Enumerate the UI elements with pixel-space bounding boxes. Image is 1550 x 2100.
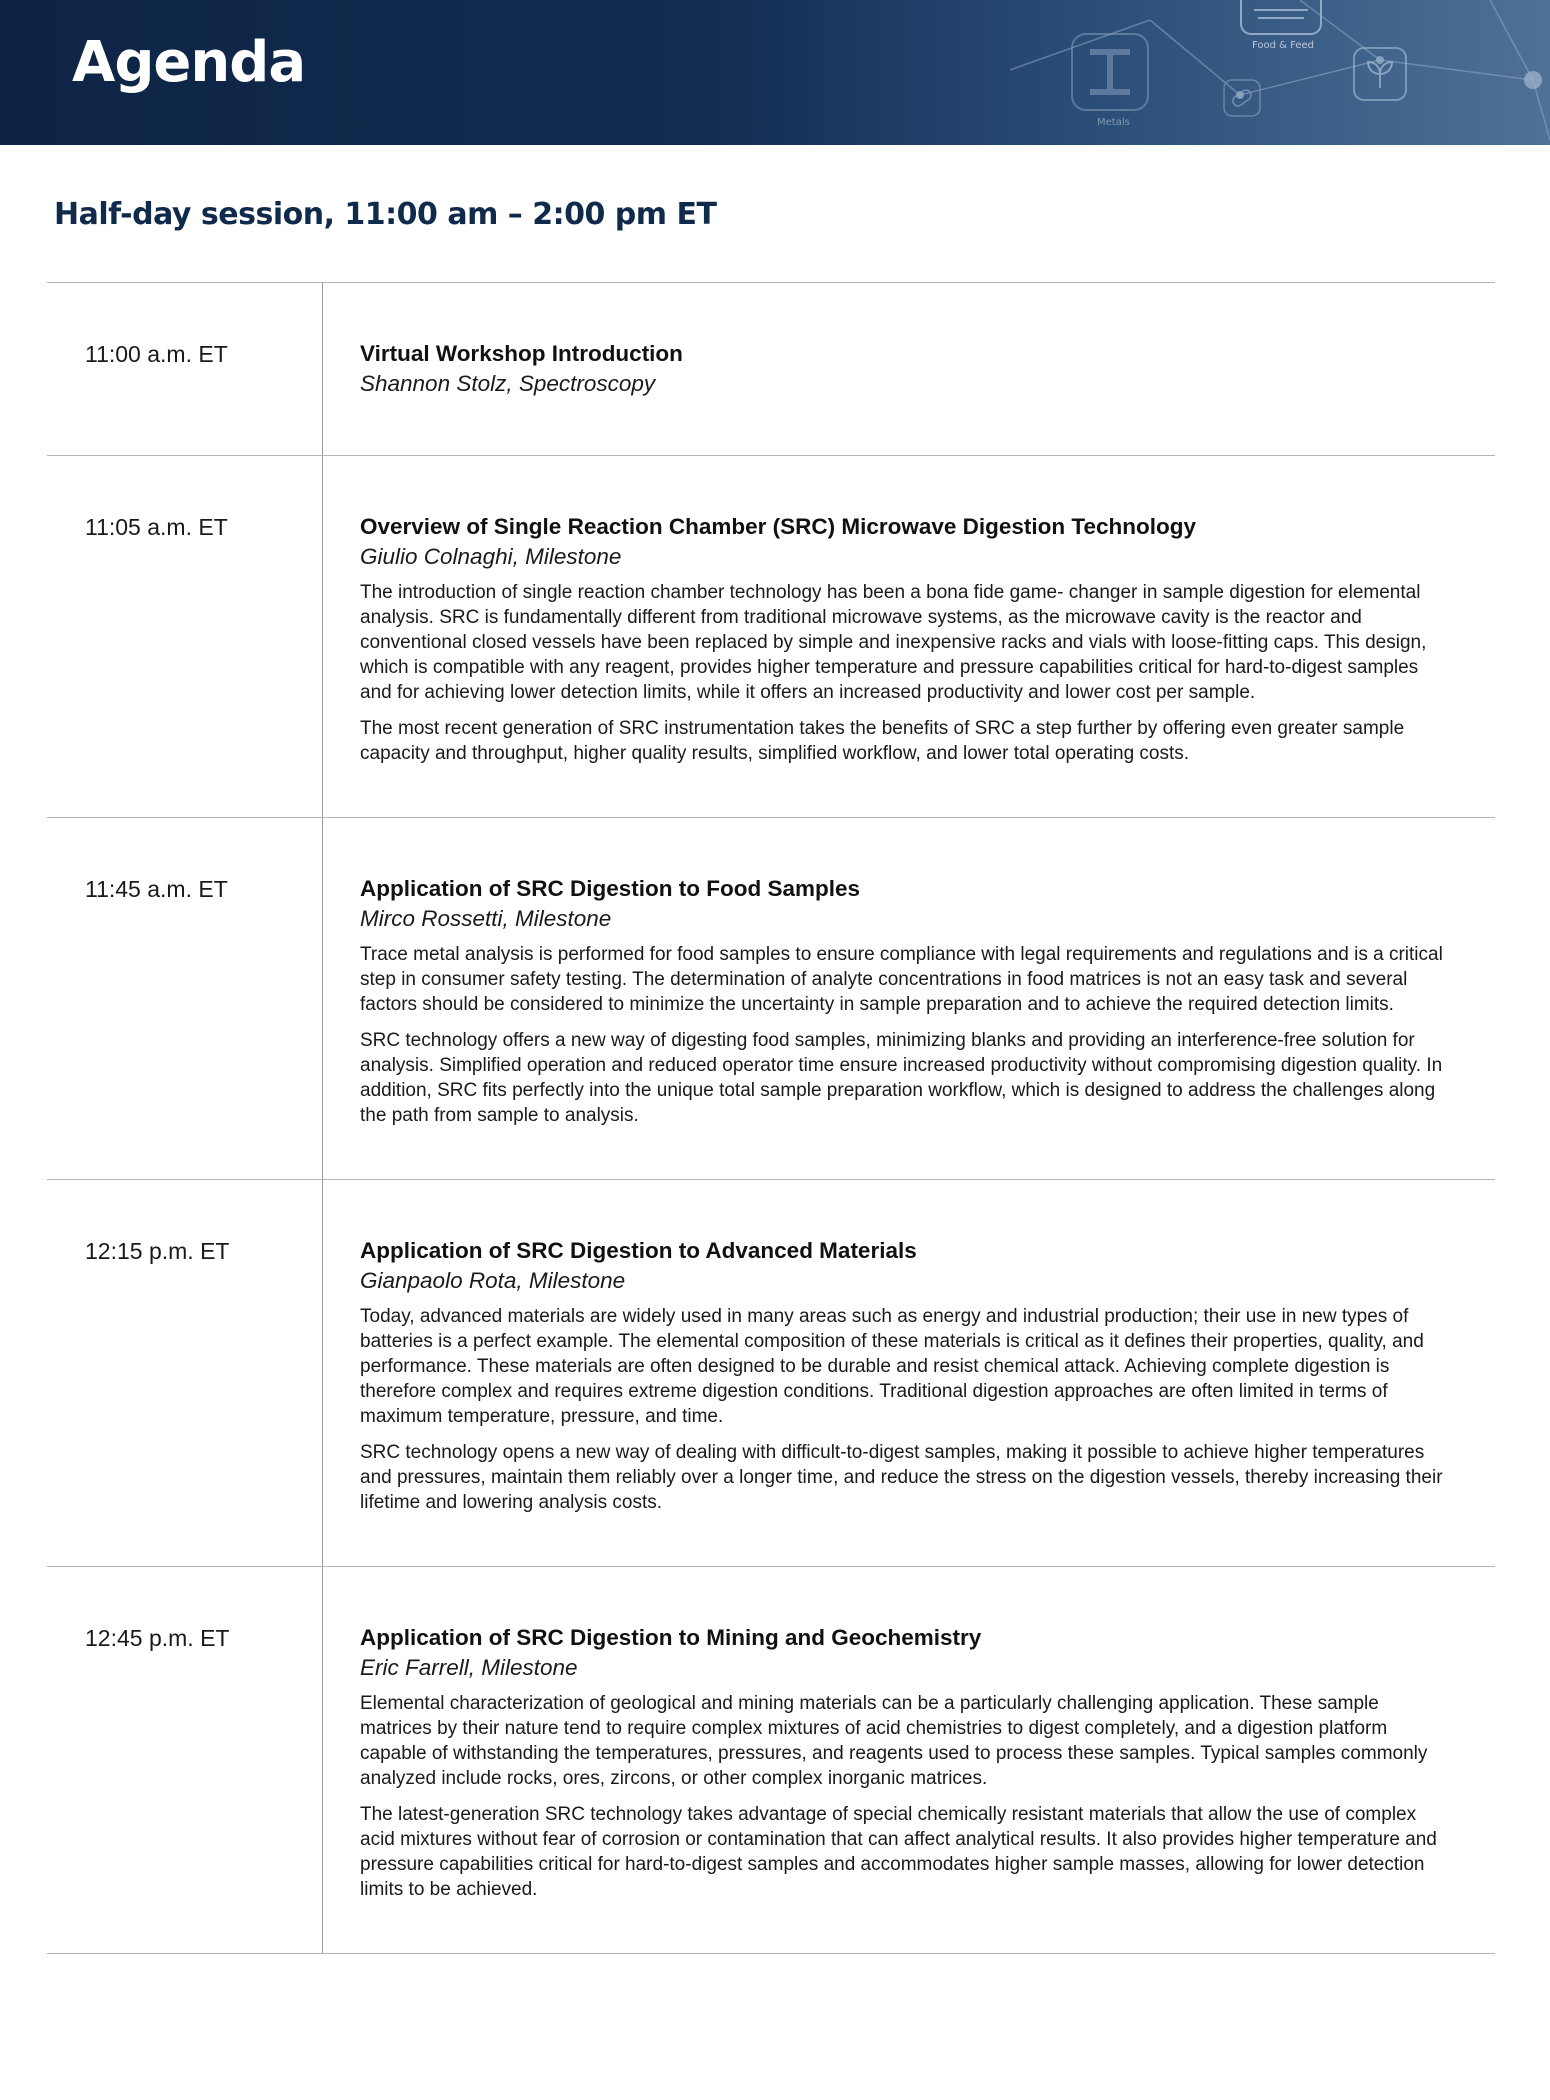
talk-description: Elemental characterization of geological and mining materials can be a particularly challenging application. These sample matrices by their nature tend to require complex mixtures of acid chemistries to digest completely, and a digestion platform capable of withstanding the temperatures, pressures, and reagents used to process these samples. Typical samples commonly analyzed include rocks, ores, zircons, or other complex inorganic matrices. (360, 1693, 1428, 1789)
session-heading: Half-day session, 11:00 am – 2:00 pm ET (54, 197, 717, 232)
agenda-content (323, 456, 1495, 817)
talk-title: Application of SRC Digestion to Food Samples (360, 876, 861, 901)
agenda-time: 11:45 a.m. ET (47, 818, 323, 1179)
header-banner (0, 0, 1550, 145)
metals-label: Metals (1097, 117, 1130, 128)
talk-description: Trace metal analysis is performed for food samples to ensure compliance with legal requirements and regulations and is a critical step in consumer safety testing. The determination of analyte concentrations in food matrices is not an easy task and several factors should be considered to minimize the uncertainty in sample preparation and to achieve the required detection limits. (360, 944, 1443, 1015)
agenda-table (47, 282, 1495, 1954)
agenda-row (47, 283, 1495, 456)
leaf-icon (1352, 46, 1408, 102)
capsule-icon (1222, 78, 1262, 118)
agenda-time: 11:05 a.m. ET (47, 456, 323, 817)
agenda-row (47, 818, 1495, 1180)
speaker-name: Giulio Colnaghi, Milestone (360, 544, 622, 569)
agenda-content (323, 1180, 1495, 1566)
metals-icon (1068, 30, 1152, 114)
agenda-time: 12:15 p.m. ET (47, 1180, 323, 1566)
speaker-name: Eric Farrell, Milestone (360, 1655, 578, 1680)
talk-title: Application of SRC Digestion to Mining and Geochemistry (360, 1625, 982, 1650)
agenda-row (47, 1567, 1495, 1954)
speaker-name: Gianpaolo Rota, Milestone (360, 1268, 626, 1293)
talk-title: Overview of Single Reaction Chamber (SRC) Microwave Digestion Technology (360, 514, 1196, 539)
talk-title: Virtual Workshop Introduction (360, 341, 683, 366)
agenda-content (323, 1567, 1495, 1953)
talk-description: SRC technology offers a new way of digesting food samples, minimizing blanks and providing an interference-free solution for analysis. Simplified operation and reduced operator time ensure increased productivity without compromising digestion quality. In addition, SRC fits perfectly into the unique total sample preparation workflow, which is designed to address the challenges along the path from sample to analysis. (360, 1030, 1443, 1126)
agenda-row (47, 1180, 1495, 1567)
speaker-name: Mirco Rossetti, Milestone (360, 906, 612, 931)
speaker-name: Shannon Stolz, Spectroscopy (360, 371, 656, 396)
talk-description: Today, advanced materials are widely used in many areas such as energy and industrial production; their use in new types of batteries is a perfect example. The elemental composition of these materials is critical as it defines their properties, quality, and performance. These materials are often designed to be durable and resist chemical attack. Achieving complete digestion is therefore complex and requires extreme digestion conditions. Traditional digestion approaches are often limited in terms of maximum temperature, pressure, and time. (360, 1306, 1424, 1427)
food-feed-icon (1236, 0, 1326, 40)
talk-description: SRC technology opens a new way of dealing with difficult-to-digest samples, making it possible to achieve higher temperatures and pressures, maintain them reliably over a longer time, and reduce the stress on the digestion vessels, thereby increasing their lifetime and lowering analysis costs. (360, 1442, 1443, 1513)
talk-description: The introduction of single reaction chamber technology has been a bona fide game- changer in sample digestion for elemental analysis. SRC is fundamentally different from traditional microwave systems, as the microwave cavity is the reactor and conventional closed vessels have been replaced by simple and inexpensive racks and vials with loose-fitting caps. This design, which is compatible with any reagent, provides higher temperature and pressure capabilities critical for hard-to-digest samples and for achieving lower detection limits, while it offers an increased productivity and lower cost per sample. (360, 582, 1427, 703)
talk-title: Application of SRC Digestion to Advanced Materials (360, 1238, 917, 1263)
agenda-time: 12:45 p.m. ET (47, 1567, 323, 1953)
agenda-row (47, 456, 1495, 818)
agenda-content (323, 283, 1495, 455)
food-feed-label: Food & Feed (1252, 40, 1314, 51)
page-title: Agenda (72, 30, 306, 95)
talk-description: The most recent generation of SRC instrumentation takes the benefits of SRC a step further by offering even greater sample capacity and throughput, higher quality results, simplified workflow, and lower total operating costs. (360, 718, 1405, 764)
talk-description: The latest-generation SRC technology takes advantage of special chemically resistant materials that allow the use of complex acid mixtures without fear of corrosion or contamination that can affect analytical results. It also provides higher temperature and pressure capabilities critical for hard-to-digest samples and accommodates higher sample masses, allowing for lower detection limits to be achieved. (360, 1804, 1437, 1900)
agenda-content (323, 818, 1495, 1179)
agenda-time: 11:00 a.m. ET (47, 283, 323, 455)
